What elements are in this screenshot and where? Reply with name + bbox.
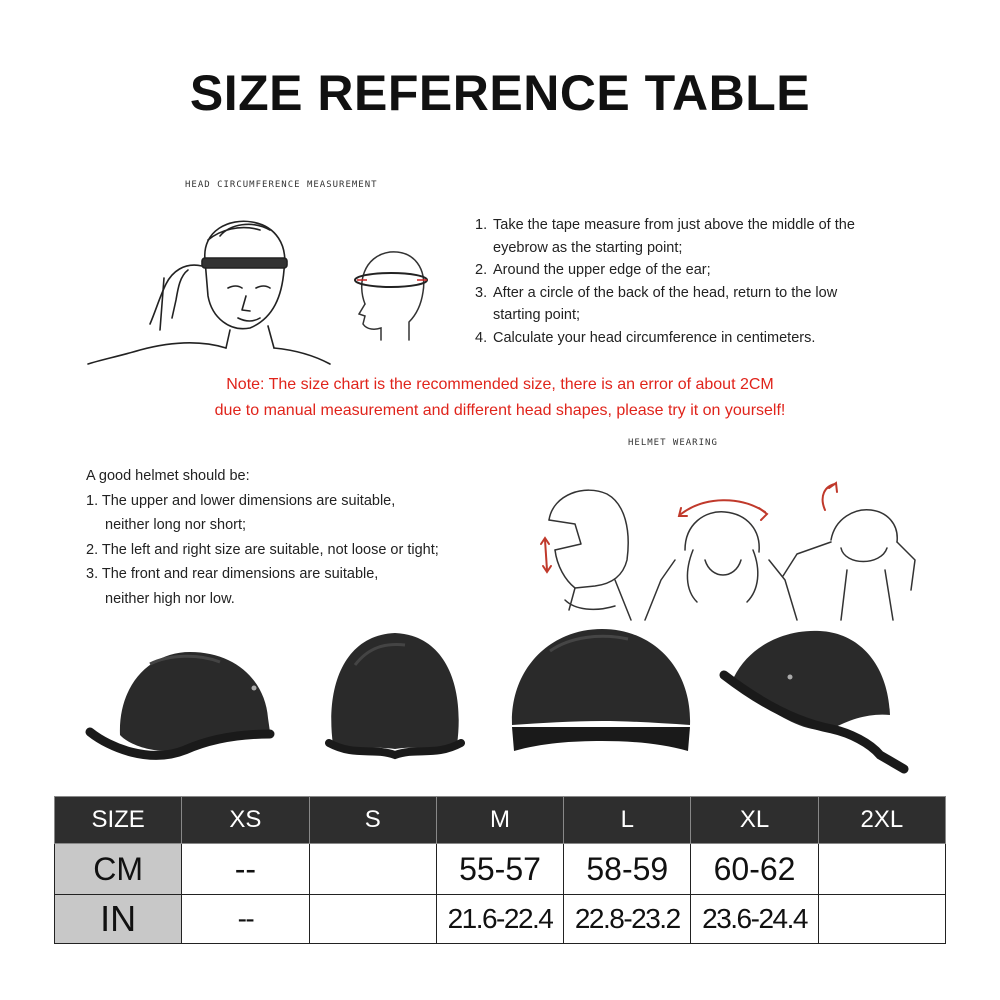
table-cell: 23.6-24.4 xyxy=(691,895,818,944)
head-measurement-caption: HEAD CIRCUMFERENCE MEASUREMENT xyxy=(185,180,378,190)
helmet-back-image xyxy=(325,625,465,770)
table-row xyxy=(55,844,946,895)
measurement-steps xyxy=(475,214,945,349)
table-cell xyxy=(818,895,945,944)
helmet-front-image xyxy=(720,625,910,780)
row-label-cm: CM xyxy=(55,844,182,895)
table-row xyxy=(55,895,946,944)
head-measuring-illustration xyxy=(80,200,340,365)
helmet-wearing-caption: HELMET WEARING xyxy=(628,438,718,448)
step-item: 1. Take the tape measure from just above the middle of the eyebrow as the starting point; xyxy=(475,217,855,256)
criteria-item: 2. The left and right size are suitable, not loose or tight; xyxy=(86,541,439,558)
size-table-header-row xyxy=(55,797,946,844)
size-header: XL xyxy=(691,797,818,844)
size-header: XS xyxy=(182,797,309,844)
criteria-item: 1. The upper and lower dimensions are suitable, xyxy=(86,492,396,509)
page-title: SIZE REFERENCE TABLE xyxy=(189,65,811,121)
row-label-in: IN xyxy=(55,895,182,944)
table-cell xyxy=(818,844,945,895)
size-header: M xyxy=(436,797,563,844)
table-cell: 55-57 xyxy=(436,844,563,895)
size-header: L xyxy=(564,797,691,844)
table-cell: 21.6-22.4 xyxy=(436,895,563,944)
size-note: Note: The size chart is the recommended size, there is an error of about 2CM due to manual measurement and different head shapes, please try it on yourself! xyxy=(214,376,786,419)
size-header: S xyxy=(309,797,436,844)
table-cell: 60-62 xyxy=(691,844,818,895)
table-cell: 58-59 xyxy=(564,844,691,895)
helmet-rear-image xyxy=(510,625,692,770)
helmet-wearing-illustration xyxy=(535,480,920,630)
helmet-side-image xyxy=(90,640,280,770)
size-header: 2XL xyxy=(818,797,945,844)
criteria-item: 3. The front and rear dimensions are suitable, xyxy=(86,566,379,582)
step-item: 3. After a circle of the back of the head, return to the low starting point; xyxy=(475,284,838,323)
step-item: 2. Around the upper edge of the ear; xyxy=(475,262,711,278)
table-cell: -- xyxy=(182,844,309,895)
step-item: 4. Calculate your head circumference in centimeters. xyxy=(475,329,816,346)
size-table xyxy=(54,796,946,944)
size-header-label: SIZE xyxy=(55,797,182,844)
table-cell: -- xyxy=(182,895,309,944)
good-helmet-criteria: A good helmet should be: 1. The upper and lower dimensions are suitable, neither long nor short; 2. The left and right size are suitable, not loose or tight; 3. The front and rear dimensions are suitable, neither high nor low. xyxy=(86,464,506,611)
head-profile-illustration xyxy=(345,244,435,344)
table-cell xyxy=(309,895,436,944)
table-cell: 22.8-23.2 xyxy=(564,895,691,944)
table-cell xyxy=(309,844,436,895)
